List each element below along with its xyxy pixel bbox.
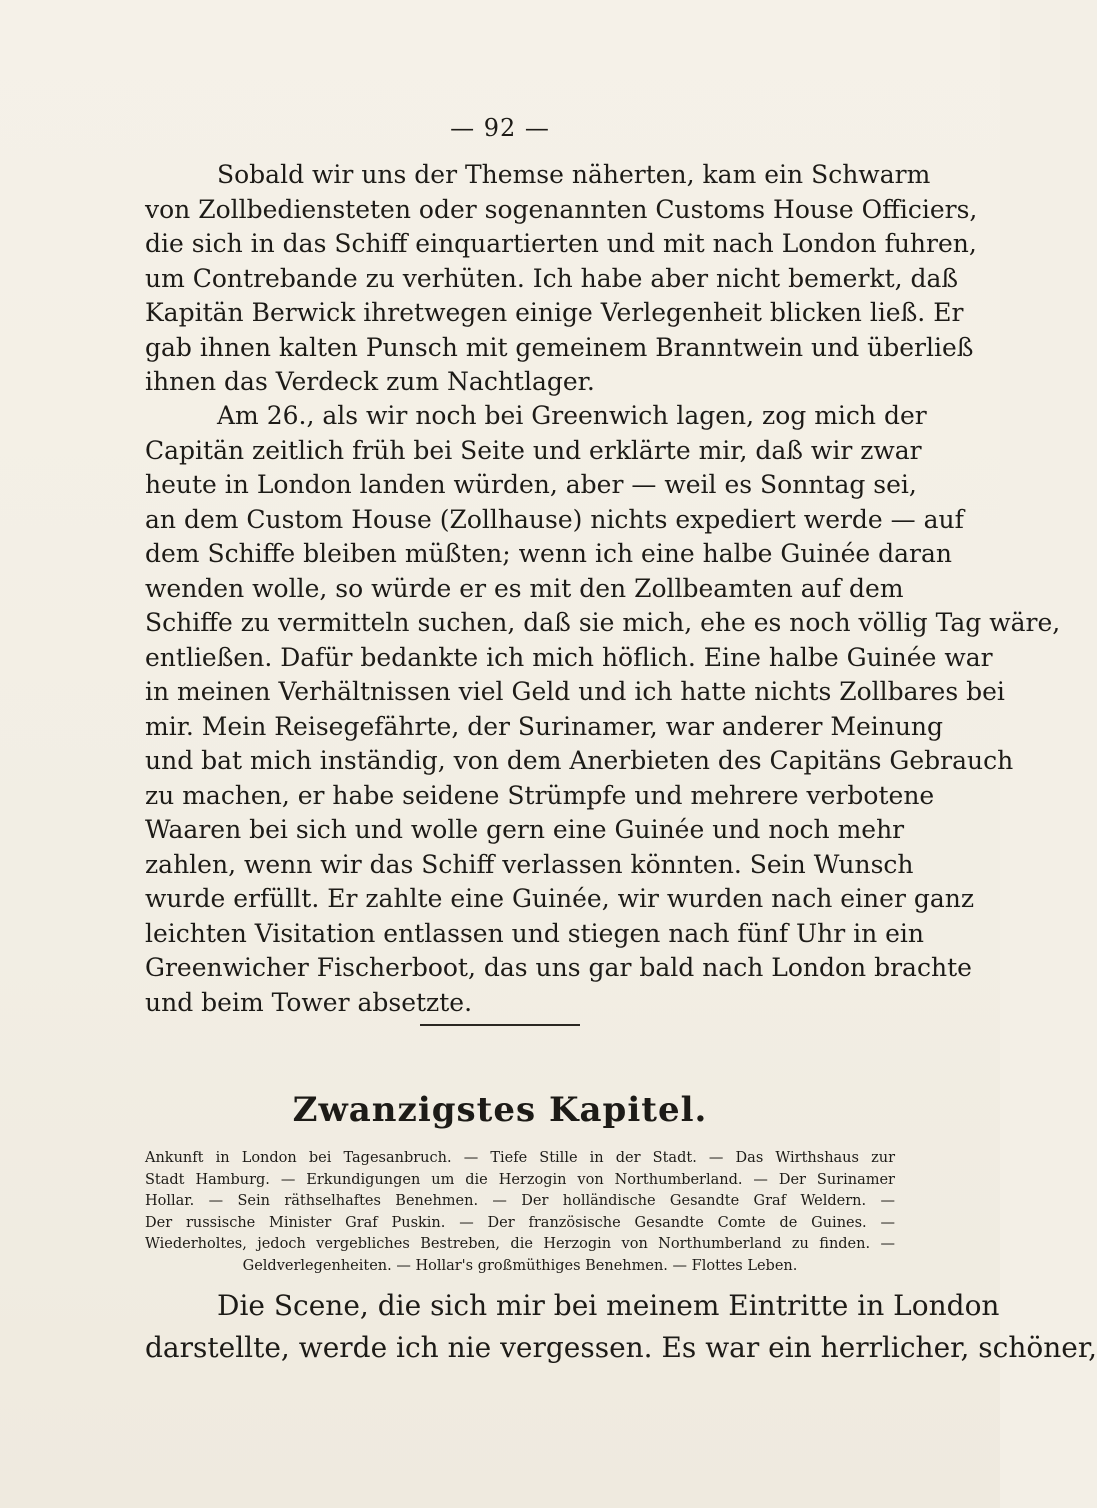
text-line: Capitän zeitlich früh bei Seite und erklärte mir, daß wir zwar <box>145 435 922 465</box>
text-line: Sobald wir uns der Themse näherten, kam ein Schwarm <box>217 160 931 189</box>
text-line: mir. Mein Reisegefährte, der Surinamer, war anderer Meinung <box>145 711 944 741</box>
paragraph-customs-officers <box>145 158 978 400</box>
text-line: zu machen, er habe seidene Strümpfe und mehrere verbotene <box>145 780 935 810</box>
text-line: die sich in das Schiff einquartierten und mit nach London fuhren, <box>145 229 977 258</box>
text-line: und beim Tower absetzte. <box>145 987 473 1017</box>
summary-line: Stadt Hamburg. — Erkundigungen um die Herzogin von Northumberland. — Der Surinamer <box>145 1171 895 1188</box>
summary-line: Der russische Minister Graf Puskin. — Der französische Gesandte Comte de Guines. — <box>145 1214 895 1231</box>
text-line: Die Scene, die sich mir bei meinem Eintritte in London <box>217 1289 1000 1322</box>
text-line: um Contrebande zu verhüten. Ich habe aber nicht bemerkt, daß <box>145 263 959 293</box>
text-line: ihnen das Verdeck zum Nachtlager. <box>145 367 595 396</box>
paragraph-london-arrival <box>145 1285 1097 1369</box>
text-line: gab ihnen kalten Punsch mit gemeinem Branntwein und überließ <box>145 332 974 362</box>
text-line: dem Schiffe bleiben müßten; wenn ich eine halbe Guinée daran <box>145 539 952 568</box>
text-line: Waaren bei sich und wolle gern eine Guinée und noch mehr <box>145 815 905 844</box>
chapter-title: Zwanzigstes Kapitel. <box>292 1090 708 1130</box>
section-divider <box>420 1024 580 1026</box>
text-line: an dem Custom House (Zollhause) nichts expediert werde — auf <box>145 504 964 534</box>
text-line: heute in London landen würden, aber — weil es Sonntag sei, <box>145 470 917 499</box>
text-line: zahlen, wenn wir das Schiff verlassen könnten. Sein Wunsch <box>145 849 914 879</box>
text-line: Schiffe zu vermitteln suchen, daß sie mich, ehe es noch völlig Tag wäre, <box>145 608 1061 637</box>
text-line: in meinen Verhältnissen viel Geld und ich hatte nichts Zollbares bei <box>145 677 1005 706</box>
text-line: Greenwicher Fischerboot, das uns gar bald nach London brachte <box>145 953 972 982</box>
paragraph-greenwich <box>145 399 1061 1020</box>
text-line: Am 26., als wir noch bei Greenwich lagen, zog mich der <box>217 401 927 430</box>
text-line: Kapitän Berwick ihretwegen einige Verlegenheit blicken ließ. Er <box>145 298 964 327</box>
summary-line: Wiederholtes, jedoch vergebliches Bestreben, die Herzogin von Northumberland zu finden. — <box>145 1236 895 1252</box>
chapter-summary <box>145 1148 895 1277</box>
page-number: — 92 — <box>450 114 550 142</box>
summary-line: Ankunft in London bei Tagesanbruch. — Tiefe Stille in der Stadt. — Das Wirthshaus zur <box>145 1150 895 1166</box>
text-line: von Zollbediensteten oder sogenannten Customs House Officiers, <box>145 194 978 224</box>
text-line: und bat mich inständig, von dem Anerbieten des Capitäns Gebrauch <box>145 746 1014 775</box>
text-line: leichten Visitation entlassen und stiegen nach fünf Uhr in ein <box>145 918 925 948</box>
text-line: entließen. Dafür bedankte ich mich höflich. Eine halbe Guinée war <box>145 642 993 672</box>
text-line: wurde erfüllt. Er zahlte eine Guinée, wir wurden nach einer ganz <box>145 884 975 913</box>
summary-line: Hollar. — Sein räthselhaftes Benehmen. — Der holländische Gesandte Graf Weldern. — <box>145 1193 895 1209</box>
text-line: darstellte, werde ich nie vergessen. Es war ein herrlicher, schöner, <box>145 1331 1097 1364</box>
summary-line: Geldverlegenheiten. — Hollar's großmüthiges Benehmen. — Flottes Leben. <box>242 1257 798 1274</box>
text-line: wenden wolle, so würde er es mit den Zollbeamten auf dem <box>145 573 904 603</box>
